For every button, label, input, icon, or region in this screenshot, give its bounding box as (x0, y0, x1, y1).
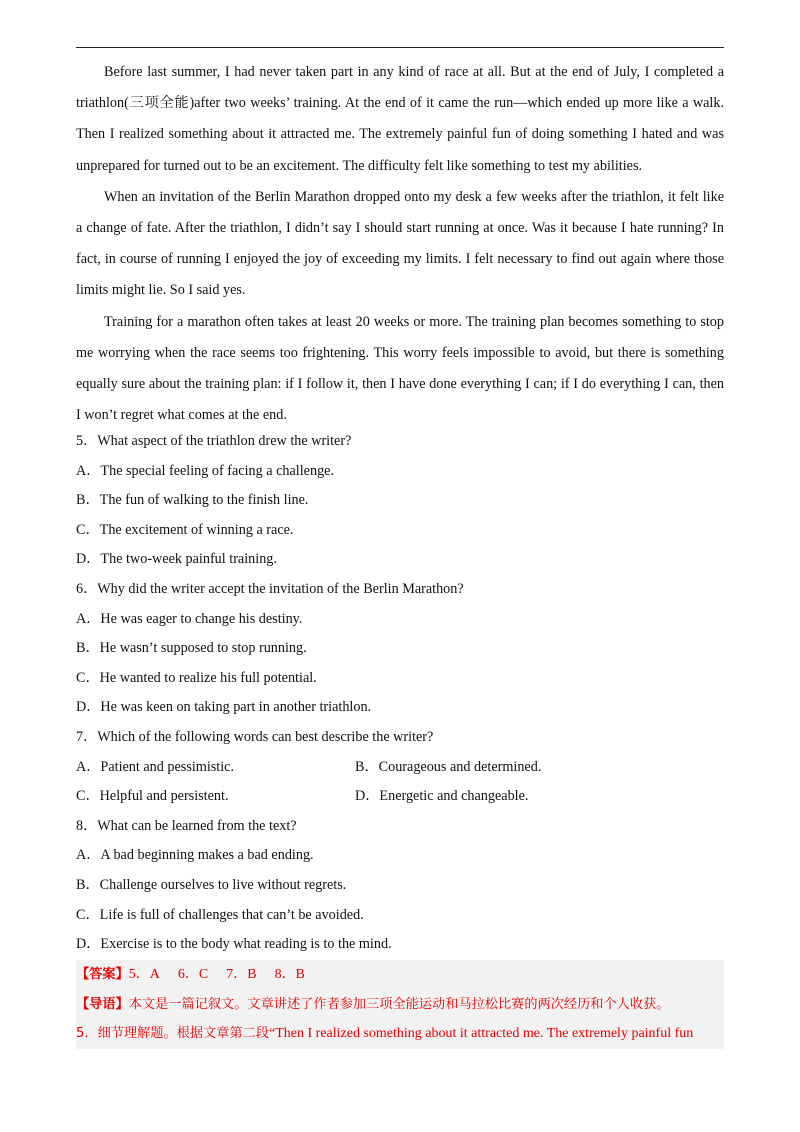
explanation-line (76, 1019, 724, 1049)
answer-label: 【答案】 (76, 967, 129, 982)
question-7-option-a: A．Patient and pessimistic. (76, 758, 235, 775)
question-6-option-a: A．He was eager to change his destiny. (76, 610, 303, 627)
answer-7: 7．B (226, 967, 257, 982)
passage-paragraph-3: Training for a marathon often takes at least 20 weeks or more. The training plan becomes something to stop me worrying when the race seems too frightening. This worry feels impossible to avoid, but there is something equally sure about the training plan: if I follow it, then I have done everything I can; if I do everything I can, then I won’t regret what comes at the end. (76, 313, 724, 424)
guide-label: 【导语】 (76, 996, 129, 1012)
question-5-option-d: D．The two-week painful training. (76, 551, 277, 568)
reading-passage (76, 57, 724, 431)
guide-text: 本文是一篇记叙文。文章讲述了作者参加三项全能运动和马拉松比赛的两次经历和个人收获。 (128, 996, 670, 1012)
question-6-stem: 6．Why did the writer accept the invitation of the Berlin Marathon? (76, 580, 464, 597)
top-divider (76, 47, 724, 48)
answer-key-line (76, 960, 724, 990)
explanation-prefix: 5．细节理解题。根据文章第二段 (76, 1026, 270, 1042)
question-7-option-b: B．Courageous and determined. (355, 758, 542, 775)
answer-8: 8．B (274, 967, 305, 982)
question-7-option-c: C．Helpful and persistent. (76, 788, 229, 805)
question-list (76, 427, 724, 960)
question-8-stem: 8．What can be learned from the text? (76, 817, 297, 834)
answer-6: 6．C (177, 967, 209, 982)
question-7-row-1 (76, 753, 724, 783)
answer-5: 5．A (128, 967, 160, 982)
question-7-stem: 7．Which of the following words can best describe the writer? (76, 728, 434, 745)
question-8-option-c: C．Life is full of challenges that can’t be avoided. (76, 906, 364, 923)
question-6-option-c: C．He wanted to realize his full potential. (76, 669, 317, 686)
guide-line (76, 990, 724, 1020)
question-7-row-2 (76, 782, 724, 812)
passage-paragraph-2: When an invitation of the Berlin Marathon dropped onto my desk a few weeks after the triathlon, it felt like a change of fate. After the triathlon, I didn’t say I should start running at once. Was it because I hate running? In fact, in course of running I enjoyed the joy of exceeding my limits. I felt necessary to find out again where those limits might lie. So I said yes. (76, 188, 724, 299)
question-5-option-b: B．The fun of walking to the finish line. (76, 492, 309, 509)
question-8-option-d: D．Exercise is to the body what reading is to the mind. (76, 936, 392, 953)
question-8-option-b: B．Challenge ourselves to live without regrets. (76, 876, 347, 893)
question-5-option-a: A．The special feeling of facing a challenge. (76, 462, 335, 479)
question-8-option-a: A．A bad beginning makes a bad ending. (76, 847, 314, 864)
question-5-stem: 5．What aspect of the triathlon drew the writer? (76, 433, 352, 449)
question-6-option-d: D．He was keen on taking part in another triathlon. (76, 699, 372, 716)
question-7-option-d: D．Energetic and changeable. (355, 788, 529, 805)
passage-paragraph-1: Before last summer, I had never taken part in any kind of race at all. But at the end of July, I completed a triathlon(三项全能)after two weeks’ training. At the end of it came the run—which ended up more like a walk. Then I realized something about it attracted me. The extremely painful fun of doing something I hated and was unprepared for turned out to be an excitement. The difficulty felt like something to test my abilities. (76, 64, 724, 174)
explanation-quote: “Then I realized something about it attracted me. The extremely painful fun (269, 1026, 694, 1042)
question-6-option-b: B．He wasn’t supposed to stop running. (76, 640, 307, 657)
question-5-option-c: C．The excitement of winning a race. (76, 521, 294, 538)
answer-section (76, 960, 724, 1049)
